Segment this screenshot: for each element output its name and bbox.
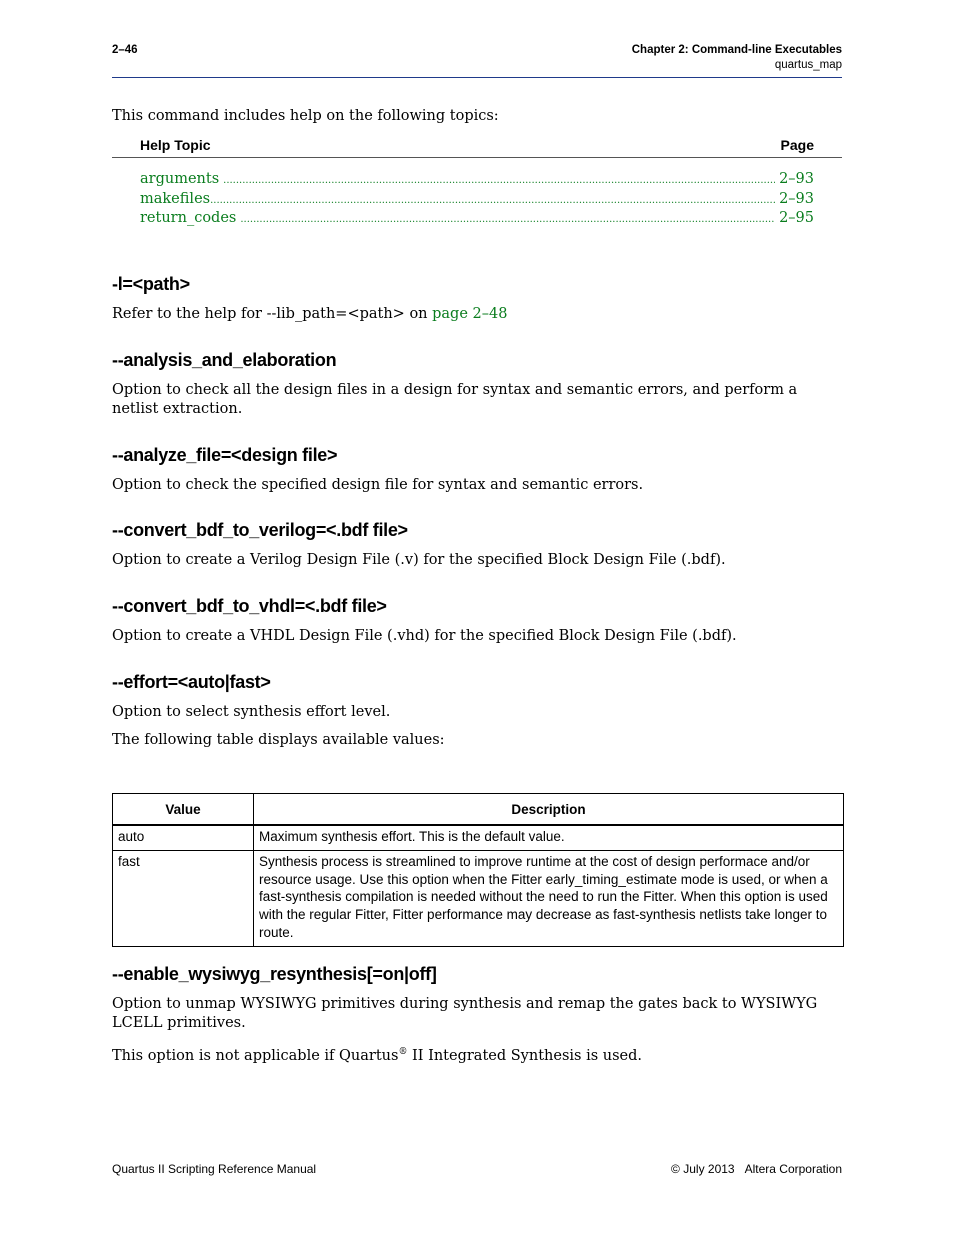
toc-page[interactable]: 2–95 xyxy=(779,210,814,226)
table-row xyxy=(113,825,844,850)
toc-row-makefiles[interactable] xyxy=(140,191,814,207)
effort-text-2: The following table displays available values: xyxy=(112,732,445,748)
analysis-text: Option to check all the design files in a design for syntax and semantic errors, and perform a netlist extraction. xyxy=(112,382,798,417)
toc-header xyxy=(140,137,814,153)
header-rule xyxy=(112,77,842,78)
chapter-title: Chapter 2: Command-line Executables xyxy=(631,44,842,56)
page-number: 2–46 xyxy=(112,44,138,56)
toc-rule xyxy=(112,157,842,158)
toc-page[interactable]: 2–93 xyxy=(779,171,814,187)
description-cell: Synthesis process is streamlined to improve runtime at the cost of design performace and/or resource usage. Use this option when the Fitter early_timing_estimate mode is used, or when a fast-synthesis compilation is needed without the need to run the Fitter. When this option is used with the regular Fitter, Fitter performance may decrease as fast-synthesis netlists take longer to route. xyxy=(254,850,844,946)
footer-company: Altera Corporation xyxy=(744,1162,842,1176)
lpath-text: Refer to the help for --lib_path=<path> on page 2–48 xyxy=(112,306,508,322)
bdf-vhdl-text: Option to create a VHDL Design File (.vhd) for the specified Block Design File (.bdf). xyxy=(112,628,737,644)
table-header-row xyxy=(113,794,844,826)
toc-topic[interactable]: return_codes xyxy=(140,210,237,226)
toc-topic[interactable]: arguments xyxy=(140,171,220,187)
intro-text: This command includes help on the following topics: xyxy=(112,108,499,124)
footer-right xyxy=(671,1162,842,1176)
toc-topic[interactable]: makefiles xyxy=(140,191,211,207)
heading-wysiwyg: --enable_wysiwyg_resynthesis[=on|off] xyxy=(112,964,437,984)
toc-leader xyxy=(240,214,775,225)
wysiwyg-text-2: This option is not applicable if Quartus® II Integrated Synthesis is used. xyxy=(112,1047,643,1064)
toc-leader xyxy=(210,195,775,206)
bdf-verilog-text: Option to create a Verilog Design File (.v) for the specified Block Design File (.bdf). xyxy=(112,552,726,568)
registered-mark: ® xyxy=(398,1047,408,1057)
heading-analysis: --analysis_and_elaboration xyxy=(112,350,337,370)
footer-date: © July 2013 xyxy=(671,1162,735,1176)
wysiwyg-text-1: Option to unmap WYSIWYG primitives during synthesis and remap the gates back to WYSIWYG LCELL primitives. xyxy=(112,996,818,1031)
heading-effort: --effort=<auto|fast> xyxy=(112,672,271,692)
heading-bdf-vhdl: --convert_bdf_to_vhdl=<.bdf file> xyxy=(112,596,387,616)
description-cell: Maximum synthesis effort. This is the default value. xyxy=(254,825,844,850)
page-link[interactable]: page 2–48 xyxy=(432,306,508,322)
value-cell: fast xyxy=(113,850,254,946)
section-title: quartus_map xyxy=(774,59,842,71)
table-row xyxy=(113,850,844,946)
toc-page[interactable]: 2–93 xyxy=(779,191,814,207)
toc-col-topic: Help Topic xyxy=(140,137,211,153)
col-description: Description xyxy=(254,794,844,826)
heading-analyze-file: --analyze_file=<design file> xyxy=(112,445,338,465)
toc-row-return-codes[interactable] xyxy=(140,210,814,226)
toc-leader xyxy=(223,175,775,186)
heading-bdf-verilog: --convert_bdf_to_verilog=<.bdf file> xyxy=(112,520,408,540)
analyze-file-text: Option to check the specified design file for syntax and semantic errors. xyxy=(112,477,644,493)
effort-values-table xyxy=(112,793,844,947)
col-value: Value xyxy=(113,794,254,826)
footer-manual: Quartus II Scripting Reference Manual xyxy=(112,1162,317,1176)
toc-col-page: Page xyxy=(780,137,814,153)
toc-row-arguments[interactable] xyxy=(140,171,814,187)
heading-lpath: -l=<path> xyxy=(112,274,190,294)
effort-text-1: Option to select synthesis effort level. xyxy=(112,704,391,720)
value-cell: auto xyxy=(113,825,254,850)
